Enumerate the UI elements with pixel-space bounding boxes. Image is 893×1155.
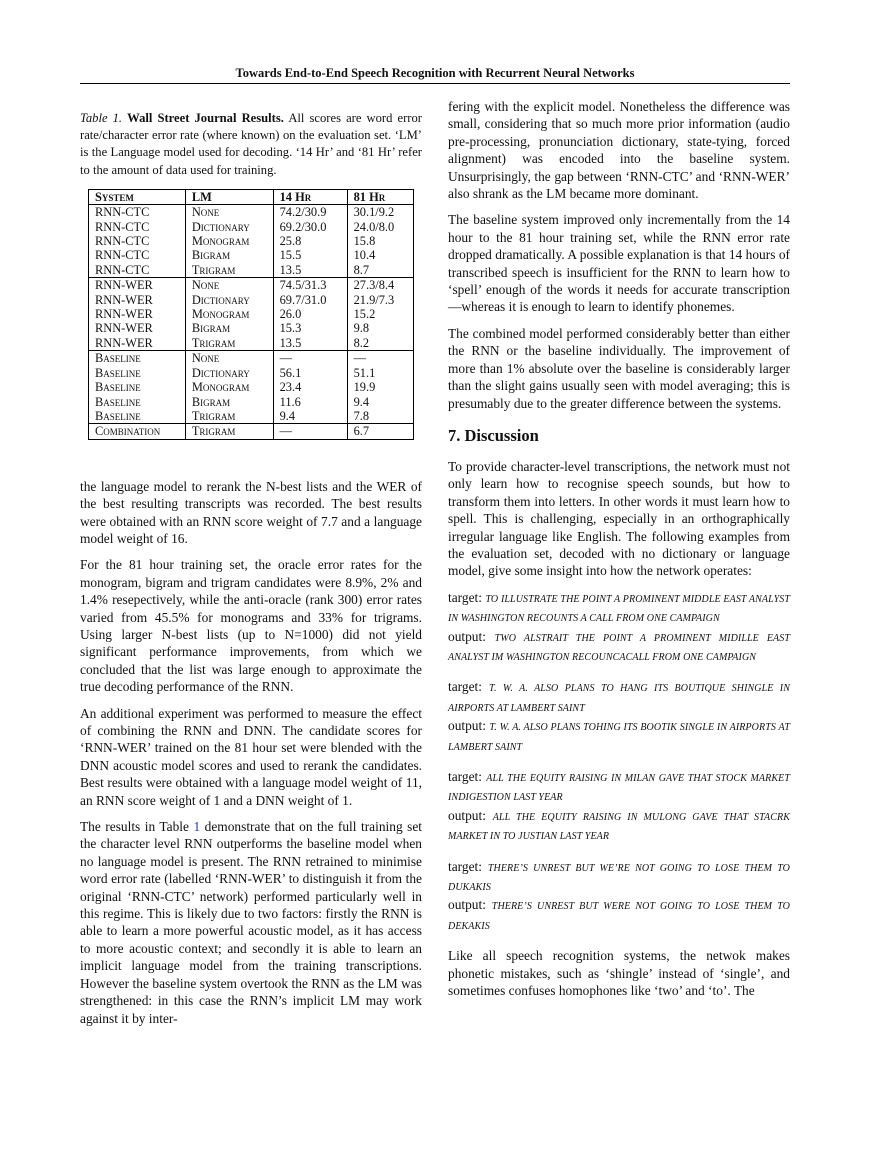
cell-14hr: 15.3 [273, 321, 347, 335]
running-title: Towards End-to-End Speech Recognition with Recurrent Neural Networks [235, 66, 635, 80]
cell-81hr: 8.2 [347, 336, 413, 351]
cell-lm: Dictionary [185, 366, 273, 380]
paragraph [80, 818, 422, 1027]
paragraph: An additional experiment was performed to measure the effect of combining the RNN and DNN. The candidate scores for ‘RNN-WER’ trained on the 81 hour set were blended with the DNN acoustic model scores and used to rerank the candidates. Best results were obtained with a language model weight of 11, an RNN score weight of 1 and a DNN weight of 1. [80, 705, 422, 808]
transcription-examples [448, 589, 790, 936]
cell-lm: Trigram [185, 336, 273, 351]
table-row [89, 248, 414, 262]
caption-text: All scores are word error rate/character error rate (where known) on the evaluation set. ‘LM’ is the Language model used for decoding. ‘14 Hr’ and ‘81 Hr’ refer to the amount of data used for training. [80, 111, 422, 177]
cell-81hr: 9.8 [347, 321, 413, 335]
table-row [89, 336, 414, 351]
cell-14hr: 9.4 [273, 409, 347, 424]
cell-lm: Dictionary [185, 293, 273, 307]
cell-14hr: 13.5 [273, 263, 347, 278]
caption-label: Table 1. [80, 111, 123, 125]
header-81hr: 81 Hr [347, 189, 413, 204]
target-line [448, 678, 790, 717]
output-label: output: [448, 628, 486, 644]
cell-system: Combination [89, 424, 186, 439]
cell-system: RNN-WER [89, 336, 186, 351]
cell-system: RNN-CTC [89, 248, 186, 262]
cell-14hr: 25.8 [273, 234, 347, 248]
cell-14hr: 74.5/31.3 [273, 278, 347, 293]
cell-system: Baseline [89, 380, 186, 394]
cell-system: RNN-CTC [89, 234, 186, 248]
output-transcript: THERE’S UNREST BUT WERE NOT GOING TO LOSE THEM TO DEKAKIS [448, 901, 790, 932]
cell-81hr: 15.2 [347, 307, 413, 321]
output-transcript: ALL THE EQUITY RAISING IN MULONG GAVE THAT STACRK MARKET IN TO JUSTIAN LAST YEAR [448, 811, 790, 843]
table-row [89, 424, 414, 439]
left-column [80, 110, 422, 1036]
cell-system: RNN-WER [89, 321, 186, 335]
table-reference-link[interactable]: 1 [193, 819, 201, 835]
target-label: target: [448, 589, 482, 605]
paragraph: The baseline system improved only incrementally from the 14 hour to the 81 hour training set, while the RNN error rate dropped dramatically. A possible explanation is that 14 hours of transcribed speech is insufficient for the RNN to learn how to ‘spell’ enough of the words it needs for accurate transcription—whereas it is enough to learn to identify phonemes. [448, 212, 790, 315]
target-transcript: TO ILLUSTRATE THE POINT A PROMINENT MIDDLE EAST ANALYST IN WASHINGTON RECOUNTS A CALL FROM ONE CAMPAIGN [448, 593, 790, 625]
cell-14hr: 69.2/30.0 [273, 220, 347, 234]
output-label: output: [448, 718, 486, 734]
cell-81hr: 15.8 [347, 234, 413, 248]
cell-system: RNN-CTC [89, 263, 186, 278]
cell-81hr: 10.4 [347, 248, 413, 262]
header-lm: LM [185, 189, 273, 204]
target-label: target: [448, 679, 482, 695]
paragraph-text: The results in Table [80, 819, 194, 835]
cell-81hr: 6.7 [347, 424, 413, 439]
paragraph: The combined model performed considerably better than either the RNN or the baseline individually. The improvement of more than 1% absolute over the baseline is considerably larger than the slight gains usually seen with model averaging; this is presumably due to the greater difference between the systems. [448, 325, 790, 411]
cell-lm: Dictionary [185, 220, 273, 234]
cell-lm: Monogram [185, 234, 273, 248]
cell-lm: Trigram [185, 409, 273, 424]
table-row [89, 366, 414, 380]
cell-81hr: 7.8 [347, 409, 413, 424]
cell-81hr: 21.9/7.3 [347, 293, 413, 307]
cell-81hr: — [347, 351, 413, 366]
cell-14hr: 69.7/31.0 [273, 293, 347, 307]
cell-lm: None [185, 205, 273, 220]
target-line [448, 589, 790, 628]
target-label: target: [448, 858, 482, 874]
cell-lm: Trigram [185, 424, 273, 439]
table-row [89, 307, 414, 321]
caption-title: Wall Street Journal Results. [127, 111, 284, 125]
cell-system: RNN-WER [89, 293, 186, 307]
table-body [89, 205, 414, 440]
cell-system: Baseline [89, 395, 186, 409]
paragraph-text: demonstrate that on the full training set the character level RNN outperforms the baseline model when no language model is present. The RNN retrained to minimise word error rate (labelled ‘RNN-WER’ to distinguish it from the original ‘RNN-CTC’ network) performed particularly well in this regime. This is likely due to two factors: firstly the RNN is able to learn a more powerful acoustic model, as it has access to more acoustic context; and secondly it is able to learn an implicit language model from the training transcriptions. However the baseline system overtook the RNN as the LM was strengthened: in this case the RNN’s implicit LM may work against it by inter- [80, 819, 423, 1026]
table-header-row [89, 189, 414, 204]
output-line [448, 807, 790, 846]
cell-lm: Trigram [185, 263, 273, 278]
paragraph: fering with the explicit model. Nonetheless the difference was small, considering that so much more prior information (audio pre-processing, pronunciation dictionary, state-tying, forced alignment) was encoded into the baseline system. Unsurprisingly, the gap between ‘RNN-CTC’ and ‘RNN-WER’ also shrank as the LM became more dominant. [448, 99, 790, 202]
cell-14hr: 26.0 [273, 307, 347, 321]
cell-14hr: 13.5 [273, 336, 347, 351]
table-row [89, 293, 414, 307]
table-row [89, 234, 414, 248]
cell-14hr: 23.4 [273, 380, 347, 394]
header-system: System [89, 189, 186, 204]
cell-lm: None [185, 351, 273, 366]
cell-81hr: 24.0/8.0 [347, 220, 413, 234]
header-rule [80, 83, 790, 84]
target-label: target: [448, 769, 482, 784]
output-transcript: T. W. A. ALSO PLANS TOHING ITS BOOTIK SINGLE IN AIRPORTS AT LAMBERT SAINT [448, 722, 790, 753]
table-row [89, 351, 414, 366]
target-line [448, 858, 790, 897]
cell-system: Baseline [89, 351, 186, 366]
output-line [448, 717, 790, 756]
paragraph: Like all speech recognition systems, the netwok makes phonetic mistakes, such as ‘shingle’ instead of ‘single’, and sometimes confuses homophones like ‘two’ and ‘to’. The [448, 948, 790, 999]
table-row [89, 278, 414, 293]
paragraph: To provide character-level transcriptions, the network must not only learn how to recognise speech sounds, but how to transform them into letters. In other words it must learn how to spell. This is challenging, especially in an orthographically irregular language like English. The following examples from the evaluation set, decoded with no dictionary or language model, give some insight into how the network operates: [448, 458, 790, 579]
cell-14hr: 74.2/30.9 [273, 205, 347, 220]
output-transcript: TWO ALSTRAIT THE POINT A PROMINENT MIDILLE EAST ANALYST IM WASHINGTON RECOUNCACALL FROM ONE CAMPAIGN [448, 632, 790, 663]
cell-system: Baseline [89, 409, 186, 424]
table-caption [80, 110, 422, 179]
cell-81hr: 27.3/8.4 [347, 278, 413, 293]
table-row [89, 263, 414, 278]
output-line [448, 896, 790, 935]
table-row [89, 380, 414, 394]
cell-system: RNN-WER [89, 307, 186, 321]
cell-system: Baseline [89, 366, 186, 380]
section-heading: 7. Discussion [448, 425, 539, 445]
cell-lm: Monogram [185, 307, 273, 321]
target-transcript: ALL THE EQUITY RAISING IN MILAN GAVE THAT STOCK MARKET INDIGESTION LAST YEAR [448, 773, 790, 804]
right-column [448, 98, 790, 1008]
table-row [89, 205, 414, 220]
cell-14hr: 56.1 [273, 366, 347, 380]
cell-81hr: 30.1/9.2 [347, 205, 413, 220]
target-line [448, 768, 790, 807]
output-line [448, 628, 790, 667]
cell-81hr: 51.1 [347, 366, 413, 380]
cell-lm: Bigram [185, 248, 273, 262]
cell-system: RNN-WER [89, 278, 186, 293]
table-row [89, 395, 414, 409]
cell-system: RNN-CTC [89, 220, 186, 234]
cell-lm: Bigram [185, 395, 273, 409]
target-transcript: THERE’S UNREST BUT WE’RE NOT GOING TO LOSE THEM TO DUKAKIS [448, 862, 790, 894]
paragraph: the language model to rerank the N-best lists and the WER of the best resulting transcripts was recorded. The best results were obtained with an RNN score weight of 7.7 and a language model weight of 16. [80, 478, 422, 546]
cell-lm: Bigram [185, 321, 273, 335]
results-table [88, 189, 414, 440]
output-label: output: [448, 807, 486, 823]
table-row [89, 409, 414, 424]
header-14hr: 14 Hr [273, 189, 347, 204]
cell-81hr: 9.4 [347, 395, 413, 409]
table-row [89, 321, 414, 335]
cell-lm: None [185, 278, 273, 293]
cell-81hr: 8.7 [347, 263, 413, 278]
paragraph: For the 81 hour training set, the oracle error rates for the monogram, bigram and trigram candidates were 8.9%, 2% and 1.4% resepectively, while the anti-oracle (rank 300) error rates varied from 45.5% for monograms and 33% for trigrams. Using larger N-best lists (up to N=1000) did not yield significant performance improvements, from which we concluded that the list was large enough to approximate the true decoding performance of the RNN. [80, 557, 422, 695]
output-label: output: [448, 897, 486, 913]
cell-lm: Monogram [185, 380, 273, 394]
cell-81hr: 19.9 [347, 380, 413, 394]
cell-14hr: 11.6 [273, 395, 347, 409]
table-row [89, 220, 414, 234]
cell-system: RNN-CTC [89, 205, 186, 220]
cell-14hr: — [273, 351, 347, 366]
cell-14hr: 15.5 [273, 248, 347, 262]
target-transcript: T. W. A. ALSO PLANS TO HANG ITS BOUTIQUE SHINGLE IN AIRPORTS AT LAMBERT SAINT [448, 683, 790, 714]
cell-14hr: — [273, 424, 347, 439]
